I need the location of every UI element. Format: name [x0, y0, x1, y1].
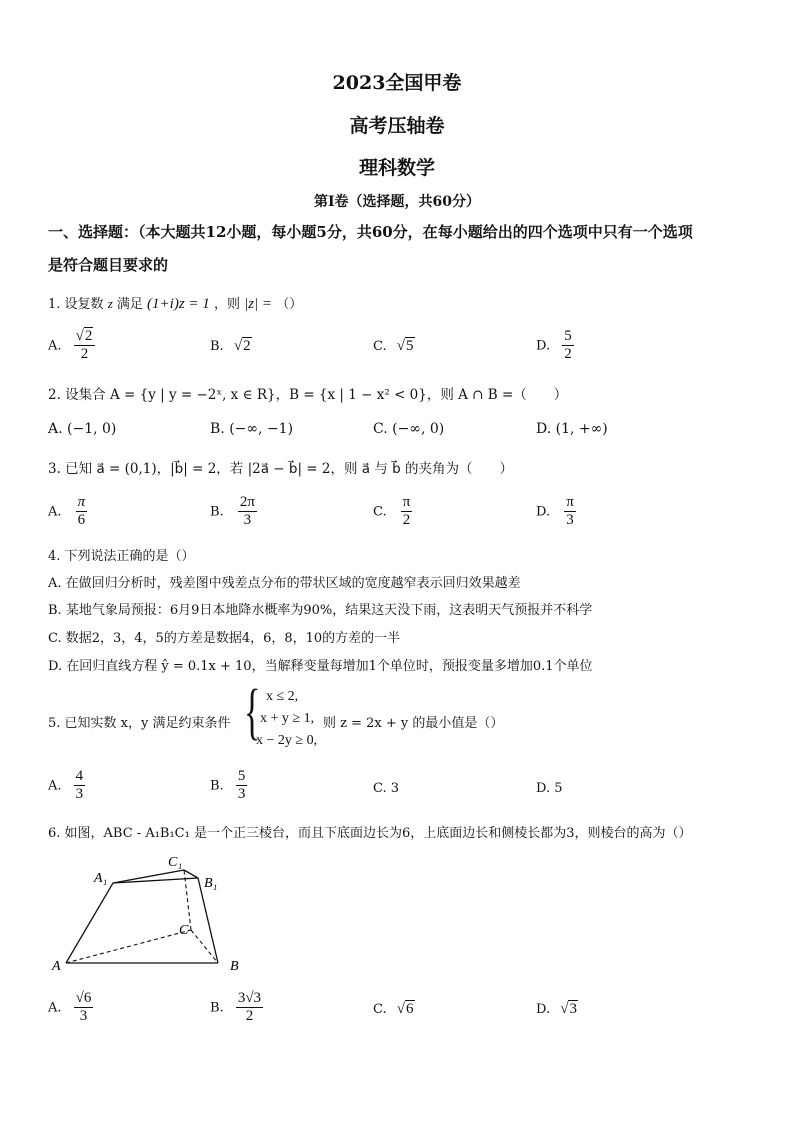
q4-option-d: D. 在回归直线方程 ŷ = 0.1x + 10，当解释变量每增加1个单位时，预报变量多增加0.1个单位 [48, 659, 593, 674]
q6-option-d: D. √3 [536, 1001, 577, 1017]
q1-option-b: B. √2 [210, 338, 251, 354]
system-brace: { [244, 678, 261, 746]
label-c: C [179, 923, 189, 938]
label-a1: A₁ [94, 871, 108, 886]
label-b: B [230, 959, 239, 974]
q3-option-b: B. $\frac{2\pi}{3}$ [210, 494, 255, 529]
question-3: 3. 已知 a⃗ = (0,1)，|b⃗| = 2，若 |2a⃗ − b⃗| = 2，则 a⃗ 与 b⃗ 的夹角为（ ） [48, 461, 513, 477]
exam-subtitle: 高考压轴卷 [349, 115, 445, 137]
label-c1: C₁ [168, 855, 183, 870]
question-4: 4. 下列说法正确的是（） [48, 549, 195, 564]
question-6: 6. 如图，ABC - A₁B₁C₁ 是一个正三棱台，而且下底面边长为6，上底面边长和侧棱长都为3，则棱台的高为（） [48, 826, 692, 841]
q4-option-b: B. 某地气象局预报：6月9日本地降水概率为90%，结果这天没下雨，这表明天气预报并不科学 [48, 603, 593, 618]
question-5-suffix: 则 z = 2x + y 的最小值是（） [323, 716, 504, 731]
frustum-figure [48, 850, 268, 980]
constraint-1: x ≤ 2, [266, 689, 299, 704]
q2-option-b: B. (−∞, −1) [210, 421, 294, 437]
section-heading-line1: 一、选择题：（本大题共12小题，每小题5分，共60分，在每小题给出的四个选项中只有一个选项 [48, 223, 693, 241]
q4-option-c: C. 数据2，3，4，5的方差是数据4，6，8，10的方差的一半 [48, 631, 401, 646]
q3-option-c: C. $\frac{\pi}{2}$ [373, 494, 411, 529]
q4-option-a: A. 在做回归分析时，残差图中残差点分布的带状区域的宽度越窄表示回归效果越差 [48, 576, 521, 591]
q1-modulus: |z| = [244, 296, 273, 312]
constraint-2: x + y ≥ 1, [260, 711, 315, 726]
constraint-system [256, 686, 317, 752]
edge-ac-hidden [66, 930, 191, 963]
label-b1: B₁ [204, 876, 218, 891]
q5-option-c: C. 3 [373, 781, 400, 796]
subject-title: 理科数学 [358, 157, 435, 179]
edge-c1b1 [184, 870, 198, 878]
question-2: 2. 设集合 A = {y | y = −2ˣ, x ∈ R}，B = {x | 1 − x² < 0}，则 A ∩ B =（ ） [48, 387, 568, 403]
label-a: A [52, 959, 61, 974]
q3-option-a: A. $\frac{\pi}{6}$ [48, 494, 86, 529]
q2-option-a: A. (−1, 0) [48, 421, 117, 437]
section-heading-line2: 是符合题目要求的 [48, 256, 169, 274]
q2-option-d: D. (1, +∞) [536, 421, 608, 437]
q3-option-d: D. $\frac{\pi}{3}$ [536, 494, 574, 529]
question-5-prefix: 5. 已知实数 x，y 满足约束条件 [48, 716, 231, 731]
q1-option-c: C. √5 [373, 338, 414, 354]
q6-option-c: C. √6 [373, 1001, 414, 1017]
q6-option-a: A. $\frac{√6}{3}$ [48, 990, 92, 1025]
q1-option-a: A. $\frac{√2}{2}$ [48, 328, 95, 364]
part-title: 第Ⅰ卷（选择题，共60分） [313, 194, 481, 210]
q2-option-c: C. (−∞, 0) [373, 421, 445, 437]
fraction: $\frac{√2}{2}$ [74, 328, 96, 364]
q5-option-a: A. $\frac{4}{3}$ [48, 768, 84, 803]
q5-option-d: D. 5 [536, 781, 563, 796]
q1-equation: (1+i)z = 1 [147, 296, 210, 312]
q1-option-d: D. $\frac{5}{2}$ [536, 328, 572, 363]
question-1: 1. 设复数 z 满足 (1+i)z = 1 ，则 |z| = （） [48, 296, 303, 312]
var-z: z [107, 296, 113, 311]
edge-aa1 [66, 883, 113, 963]
constraint-3: x − 2y ≥ 0, [256, 733, 318, 748]
q5-option-b: B. $\frac{5}{3}$ [210, 768, 246, 803]
q6-option-b: B. $\frac{3√3}{2}$ [210, 990, 262, 1025]
exam-year-title: 2023全国甲卷 [332, 72, 462, 94]
